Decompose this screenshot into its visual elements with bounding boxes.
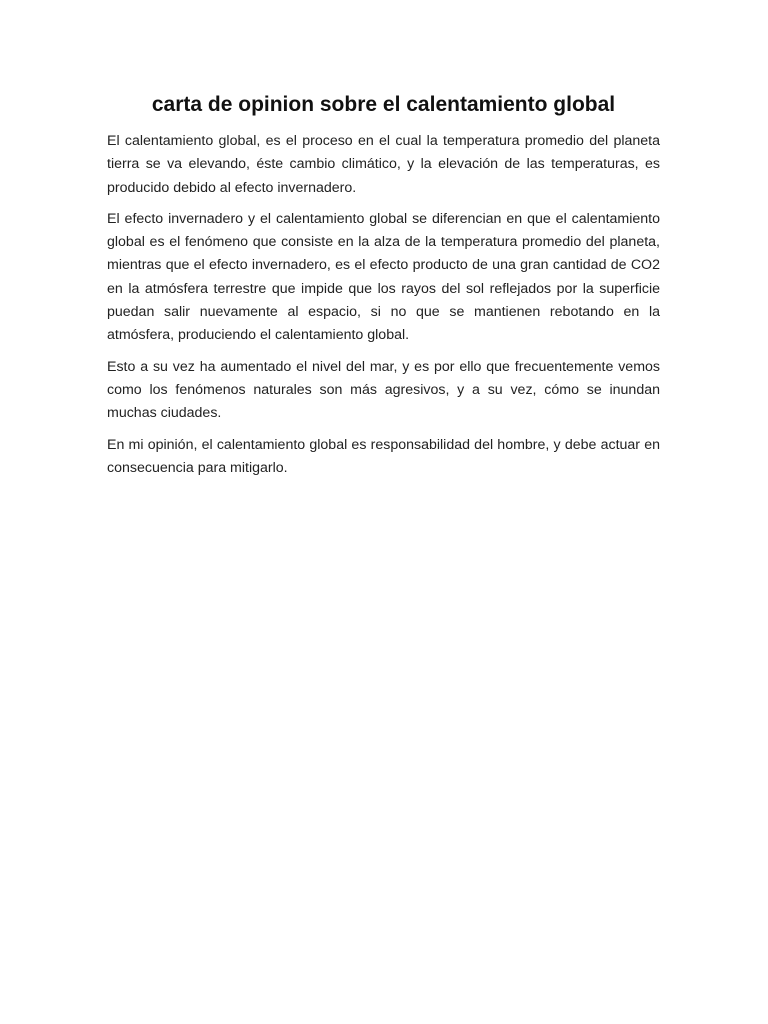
document-title: carta de opinion sobre el calentamiento global: [151, 93, 616, 116]
document-body: [107, 90, 660, 488]
paragraph-3: Esto a su vez ha aumentado el nivel del mar, y es por ello que frecuentemente vemos como los fenómenos naturales son más agresivos, y a su vez, cómo se inundan muchas ciudades.: [107, 358, 660, 422]
paragraph-1: El calentamiento global, es el proceso en el cual la temperatura promedio del planeta tierra se va elevando, éste cambio climático, y la elevación de las temperaturas, es producido debido al efecto invernadero.: [107, 133, 660, 196]
paragraph-4: En mi opinión, el calentamiento global es responsabilidad del hombre, y debe actuar en consecuencia para mitigarlo.: [107, 436, 660, 476]
paragraph-2: El efecto invernadero y el calentamiento global se diferencian en que el calentamiento global es el fenómeno que consiste en la alza de la temperatura promedio del planeta, mientras que el efecto invernadero, es el efecto producto de una gran cantidad de CO2 en la atmósfera terrestre que impide que los rayos del sol reflejados por la superficie puedan salir nuevamente al espacio, si no que se mantienen rebotando en la atmósfera, produciendo el calentamiento global.: [107, 210, 660, 344]
